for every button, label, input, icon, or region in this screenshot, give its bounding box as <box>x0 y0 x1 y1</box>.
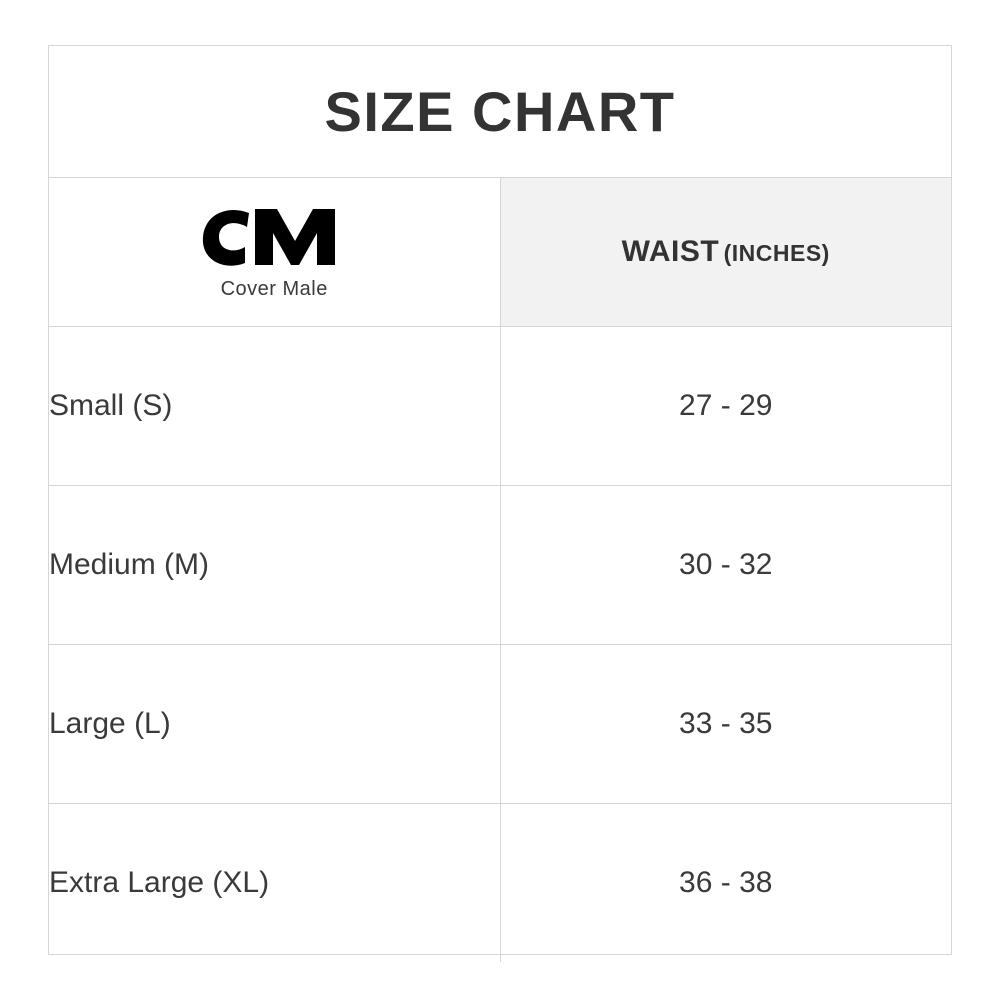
size-label: Large (L) <box>49 645 500 804</box>
size-label: Small (S) <box>49 327 500 486</box>
table-row <box>49 327 951 486</box>
table-row <box>49 804 951 963</box>
cm-logo-icon <box>199 203 349 276</box>
waist-header-label: WAIST <box>621 235 720 268</box>
brand-logo <box>49 203 500 301</box>
title-row <box>49 46 951 178</box>
waist-value: 30 - 32 <box>500 486 951 645</box>
page-title: SIZE CHART <box>324 79 676 143</box>
size-chart-container <box>48 45 952 955</box>
waist-value: 33 - 35 <box>500 645 951 804</box>
size-label: Extra Large (XL) <box>49 804 500 963</box>
waist-value: 27 - 29 <box>500 327 951 486</box>
header-row <box>49 178 951 327</box>
size-chart-table <box>49 46 951 962</box>
brand-name: Cover Male <box>220 278 328 300</box>
waist-header-unit: (INCHES) <box>723 240 830 266</box>
size-label: Medium (M) <box>49 486 500 645</box>
waist-column-header <box>500 178 951 327</box>
table-row <box>49 645 951 804</box>
table-row <box>49 486 951 645</box>
chart-title-cell <box>49 46 951 178</box>
brand-logo-cell <box>49 178 500 327</box>
waist-value: 36 - 38 <box>500 804 951 963</box>
